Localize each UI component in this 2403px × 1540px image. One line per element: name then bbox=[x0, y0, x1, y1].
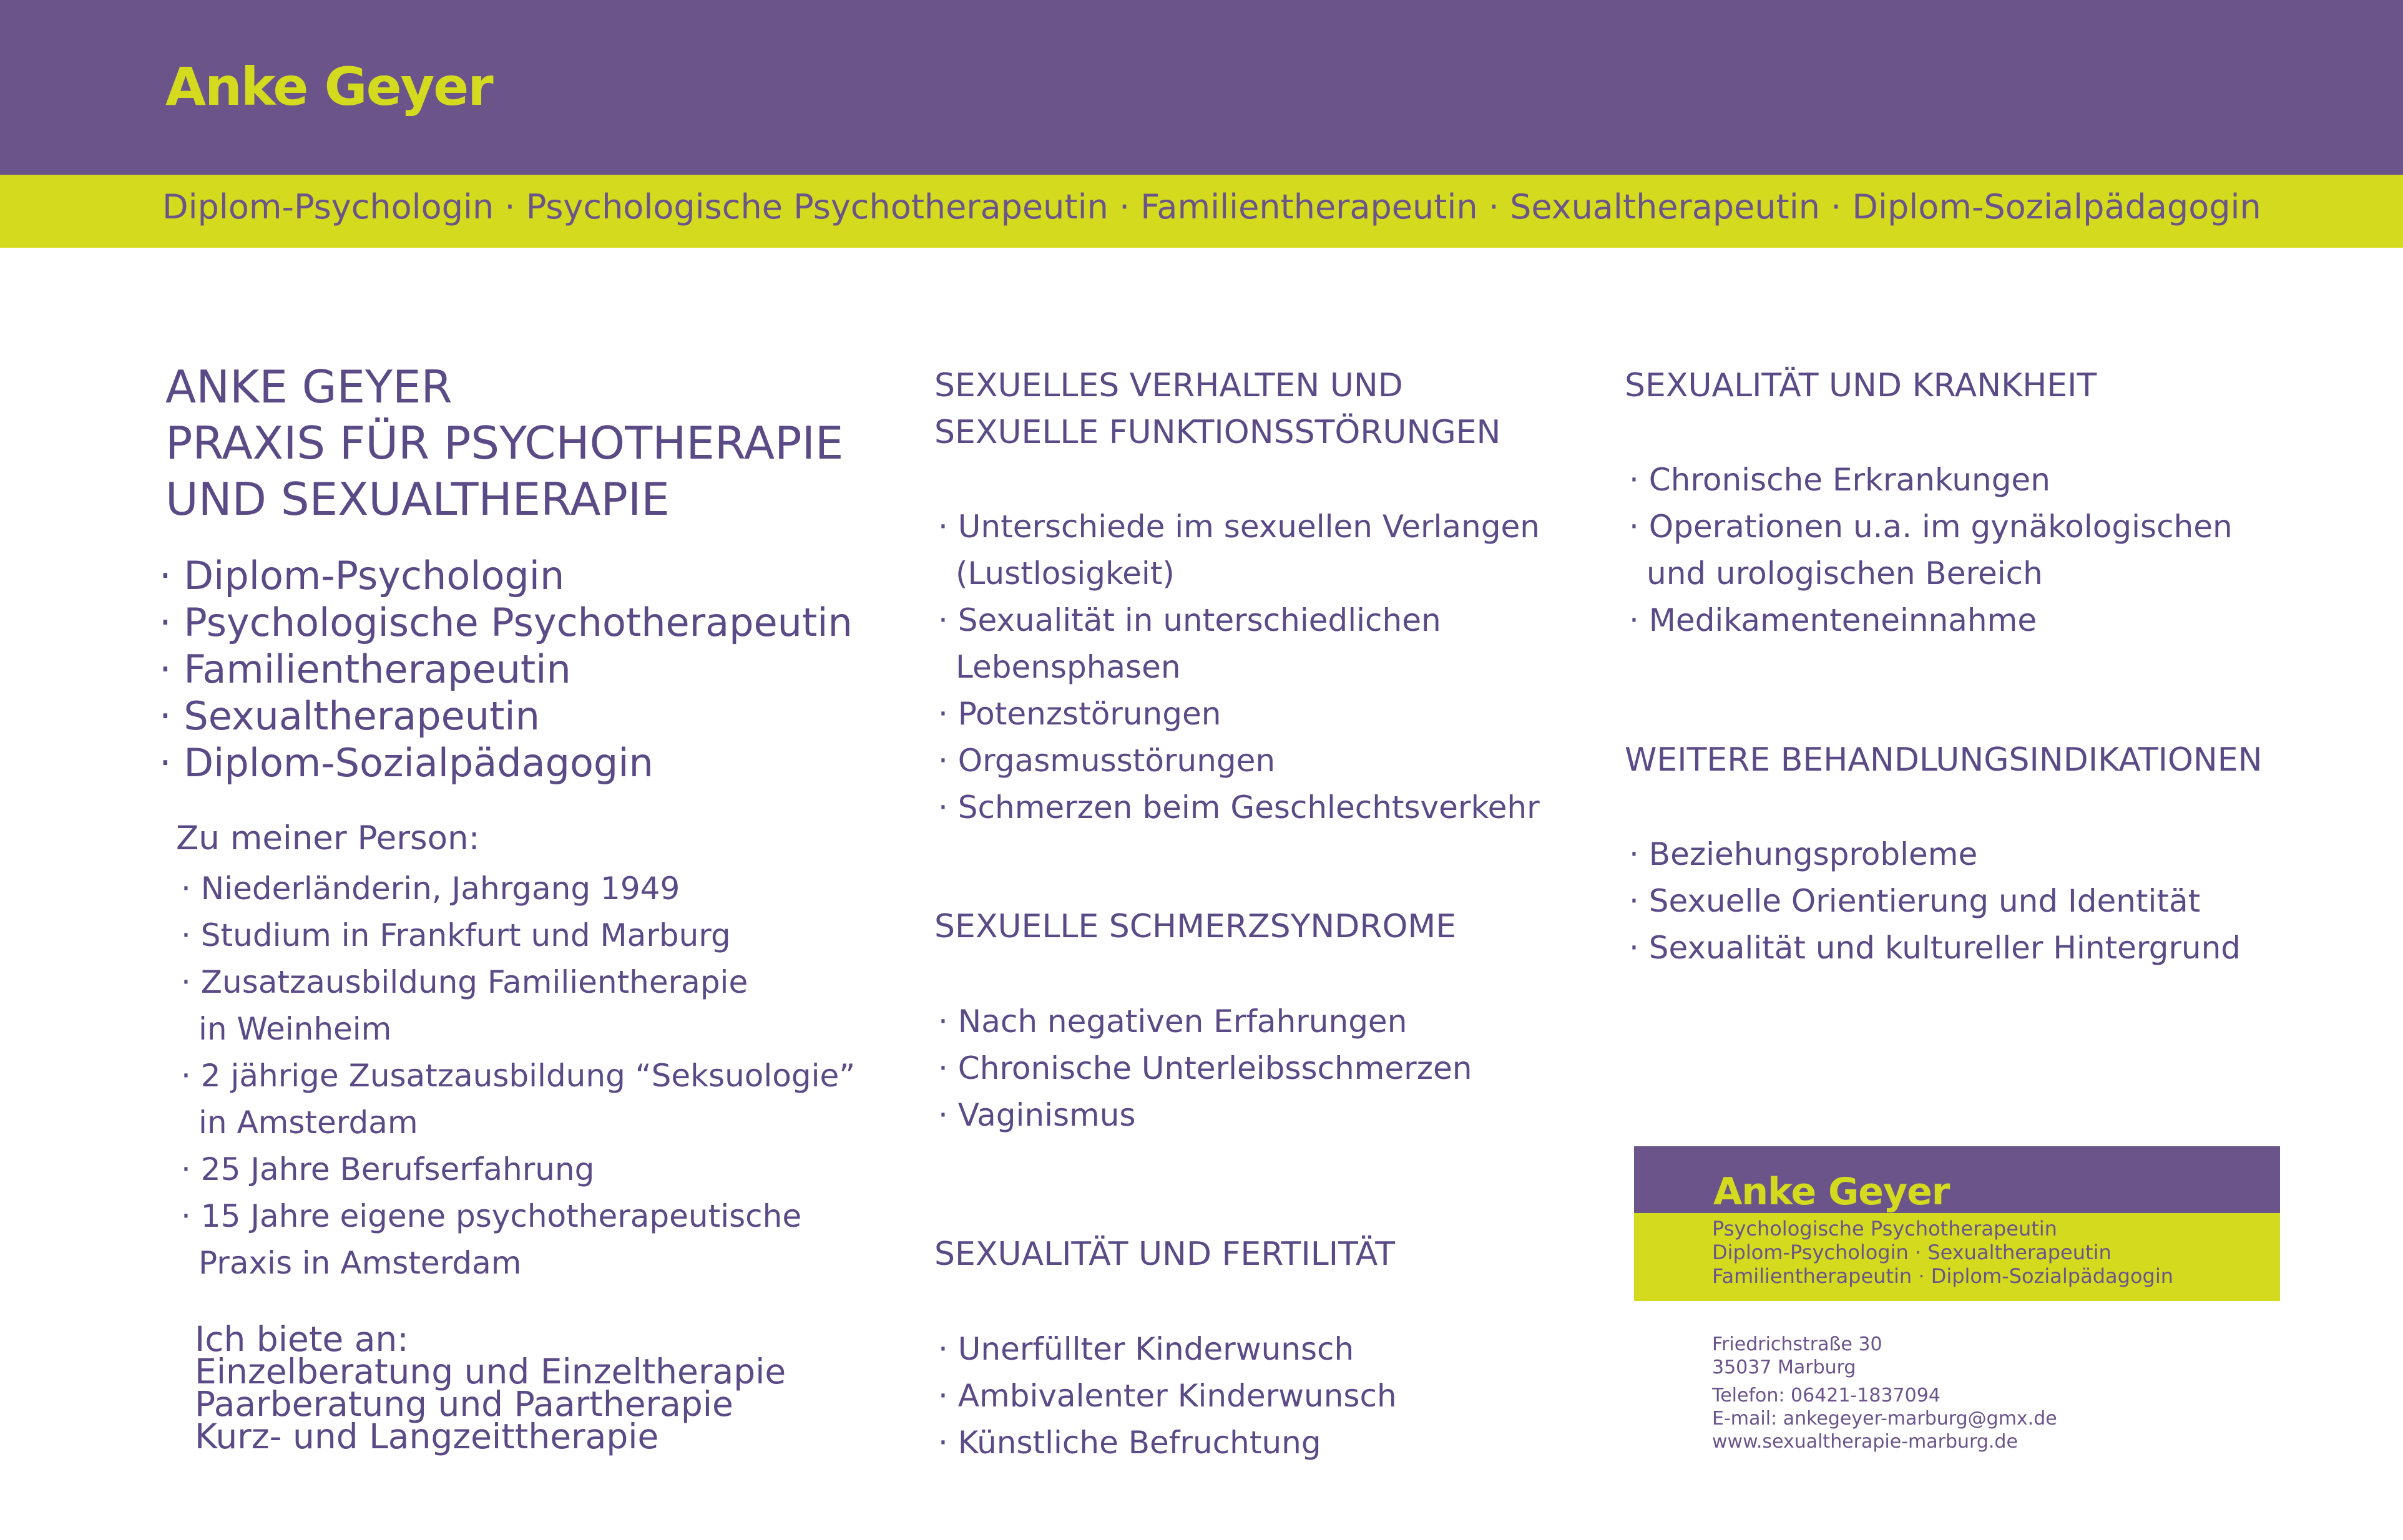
brand-title: Anke Geyer bbox=[165, 56, 492, 117]
list-item: · Diplom-Sozialpädagogin bbox=[159, 740, 653, 786]
list-item: · Potenzstörungen bbox=[938, 696, 1221, 732]
list-item: Praxis in Amsterdam bbox=[198, 1245, 522, 1281]
list-item: · Sexuelle Orientierung und Identität bbox=[1629, 883, 2201, 919]
offer-block bbox=[195, 1319, 786, 1456]
person-heading: Zu meiner Person: bbox=[176, 819, 480, 857]
list-item: · Sexualität in unterschiedlichen bbox=[938, 602, 1441, 638]
subtitle-text: Diplom-Psychologin · Psychologische Psychotherapeutin · Familientherapeutin · Sexualtherapeutin · Diplom-Sozialpädagogin bbox=[162, 187, 2261, 227]
section-heading bbox=[934, 363, 1500, 456]
list-item: · 15 Jahre eigene psychotherapeutische bbox=[181, 1198, 802, 1234]
list-item: in Weinheim bbox=[198, 1011, 392, 1047]
section-list bbox=[938, 998, 1472, 1139]
list-item: · Medikamenteneinnahme bbox=[1629, 602, 2037, 638]
list-item: · Unerfüllter Kinderwunsch bbox=[938, 1331, 1354, 1367]
list-item: · Operationen u.a. im gynäkologischen bbox=[1629, 509, 2233, 545]
list-item: · 2 jährige Zusatzausbildung “Seksuologie” bbox=[181, 1058, 856, 1094]
section-list bbox=[1629, 457, 2233, 644]
list-item: · Beziehungsprobleme bbox=[1629, 836, 1978, 872]
heading-line: PRAXIS FÜR PSYCHOTHERAPIE bbox=[165, 417, 844, 469]
list-item: · Niederländerin, Jahrgang 1949 bbox=[181, 870, 680, 907]
list-item: · 25 Jahre Berufserfahrung bbox=[181, 1151, 595, 1187]
list-item: Lebensphasen bbox=[956, 649, 1181, 685]
list-item: (Lustlosigkeit) bbox=[956, 555, 1175, 592]
section-heading: SEXUALITÄT UND KRANKHEIT bbox=[1625, 367, 2097, 404]
card-line: Diplom-Psychologin · Sexualtherapeutin bbox=[1712, 1240, 2112, 1264]
contact-phone: Telefon: 06421-1837094 bbox=[1712, 1385, 1941, 1406]
list-item: · Zusatzausbildung Familientherapie bbox=[181, 964, 748, 1000]
list-item: · Ambivalenter Kinderwunsch bbox=[938, 1378, 1397, 1414]
heading-line: ANKE GEYER bbox=[165, 361, 453, 413]
contact-street: Friedrichstraße 30 bbox=[1712, 1333, 1882, 1355]
list-item: · Chronische Erkrankungen bbox=[1629, 462, 2050, 498]
list-item: und urologischen Bereich bbox=[1647, 555, 2043, 592]
section-heading: SEXUALITÄT UND FERTILITÄT bbox=[934, 1235, 1396, 1273]
list-item: · Psychologische Psychotherapeutin bbox=[159, 600, 853, 645]
list-item: · Chronische Unterleibsschmerzen bbox=[938, 1050, 1472, 1086]
list-item: · Familientherapeutin bbox=[159, 646, 571, 692]
offer-line: Kurz- und Langzeittherapie bbox=[195, 1416, 659, 1456]
contact-website[interactable]: www.sexualtherapie-marburg.de bbox=[1712, 1431, 2018, 1453]
section-heading: SEXUELLE SCHMERZSYNDROME bbox=[934, 908, 1457, 945]
card-lines bbox=[1712, 1217, 2173, 1288]
offer-line: Ich biete an: bbox=[195, 1319, 409, 1359]
list-item: · Unterschiede im sexuellen Verlangen bbox=[938, 509, 1540, 545]
person-list bbox=[181, 865, 855, 1287]
heading-line: SEXUELLES VERHALTEN UND bbox=[934, 367, 1403, 404]
card-name: Anke Geyer bbox=[1713, 1170, 1950, 1214]
section-list bbox=[1629, 831, 2241, 972]
section-heading: WEITERE BEHANDLUNGSINDIKATIONEN bbox=[1625, 741, 2263, 779]
card-line: Familientherapeutin · Diplom-Sozialpädagogin bbox=[1712, 1264, 2174, 1288]
qualifications-list bbox=[159, 552, 853, 786]
contact-email[interactable]: E-mail: ankegeyer-marburg@gmx.de bbox=[1712, 1408, 2057, 1430]
offer-line: Paarberatung und Paartherapie bbox=[195, 1384, 733, 1424]
list-item: · Sexualtherapeutin bbox=[159, 693, 540, 739]
list-item: · Vaginismus bbox=[938, 1097, 1136, 1133]
contact-city: 35037 Marburg bbox=[1712, 1357, 1856, 1378]
contact-block bbox=[1712, 1333, 2057, 1453]
list-item: · Orgasmusstörungen bbox=[938, 743, 1276, 779]
list-item: in Amsterdam bbox=[198, 1104, 418, 1141]
practice-heading bbox=[165, 359, 843, 527]
heading-line: SEXUELLE FUNKTIONSSTÖRUNGEN bbox=[934, 414, 1501, 451]
list-item: · Diplom-Psychologin bbox=[159, 553, 565, 598]
business-card bbox=[1634, 1146, 2280, 1301]
list-item: · Nach negativen Erfahrungen bbox=[938, 1003, 1407, 1040]
list-item: · Sexualität und kultureller Hintergrund bbox=[1629, 930, 2241, 966]
list-item: · Schmerzen beim Geschlechtsverkehr bbox=[938, 789, 1540, 826]
offer-line: Einzelberatung und Einzeltherapie bbox=[195, 1352, 786, 1391]
heading-line: UND SEXUALTHERAPIE bbox=[165, 473, 670, 525]
section-list bbox=[938, 1326, 1397, 1466]
list-item: · Künstliche Befruchtung bbox=[938, 1425, 1321, 1461]
card-line: Psychologische Psychotherapeutin bbox=[1712, 1217, 2057, 1240]
list-item: · Studium in Frankfurt und Marburg bbox=[181, 917, 731, 953]
section-list bbox=[938, 504, 1540, 831]
